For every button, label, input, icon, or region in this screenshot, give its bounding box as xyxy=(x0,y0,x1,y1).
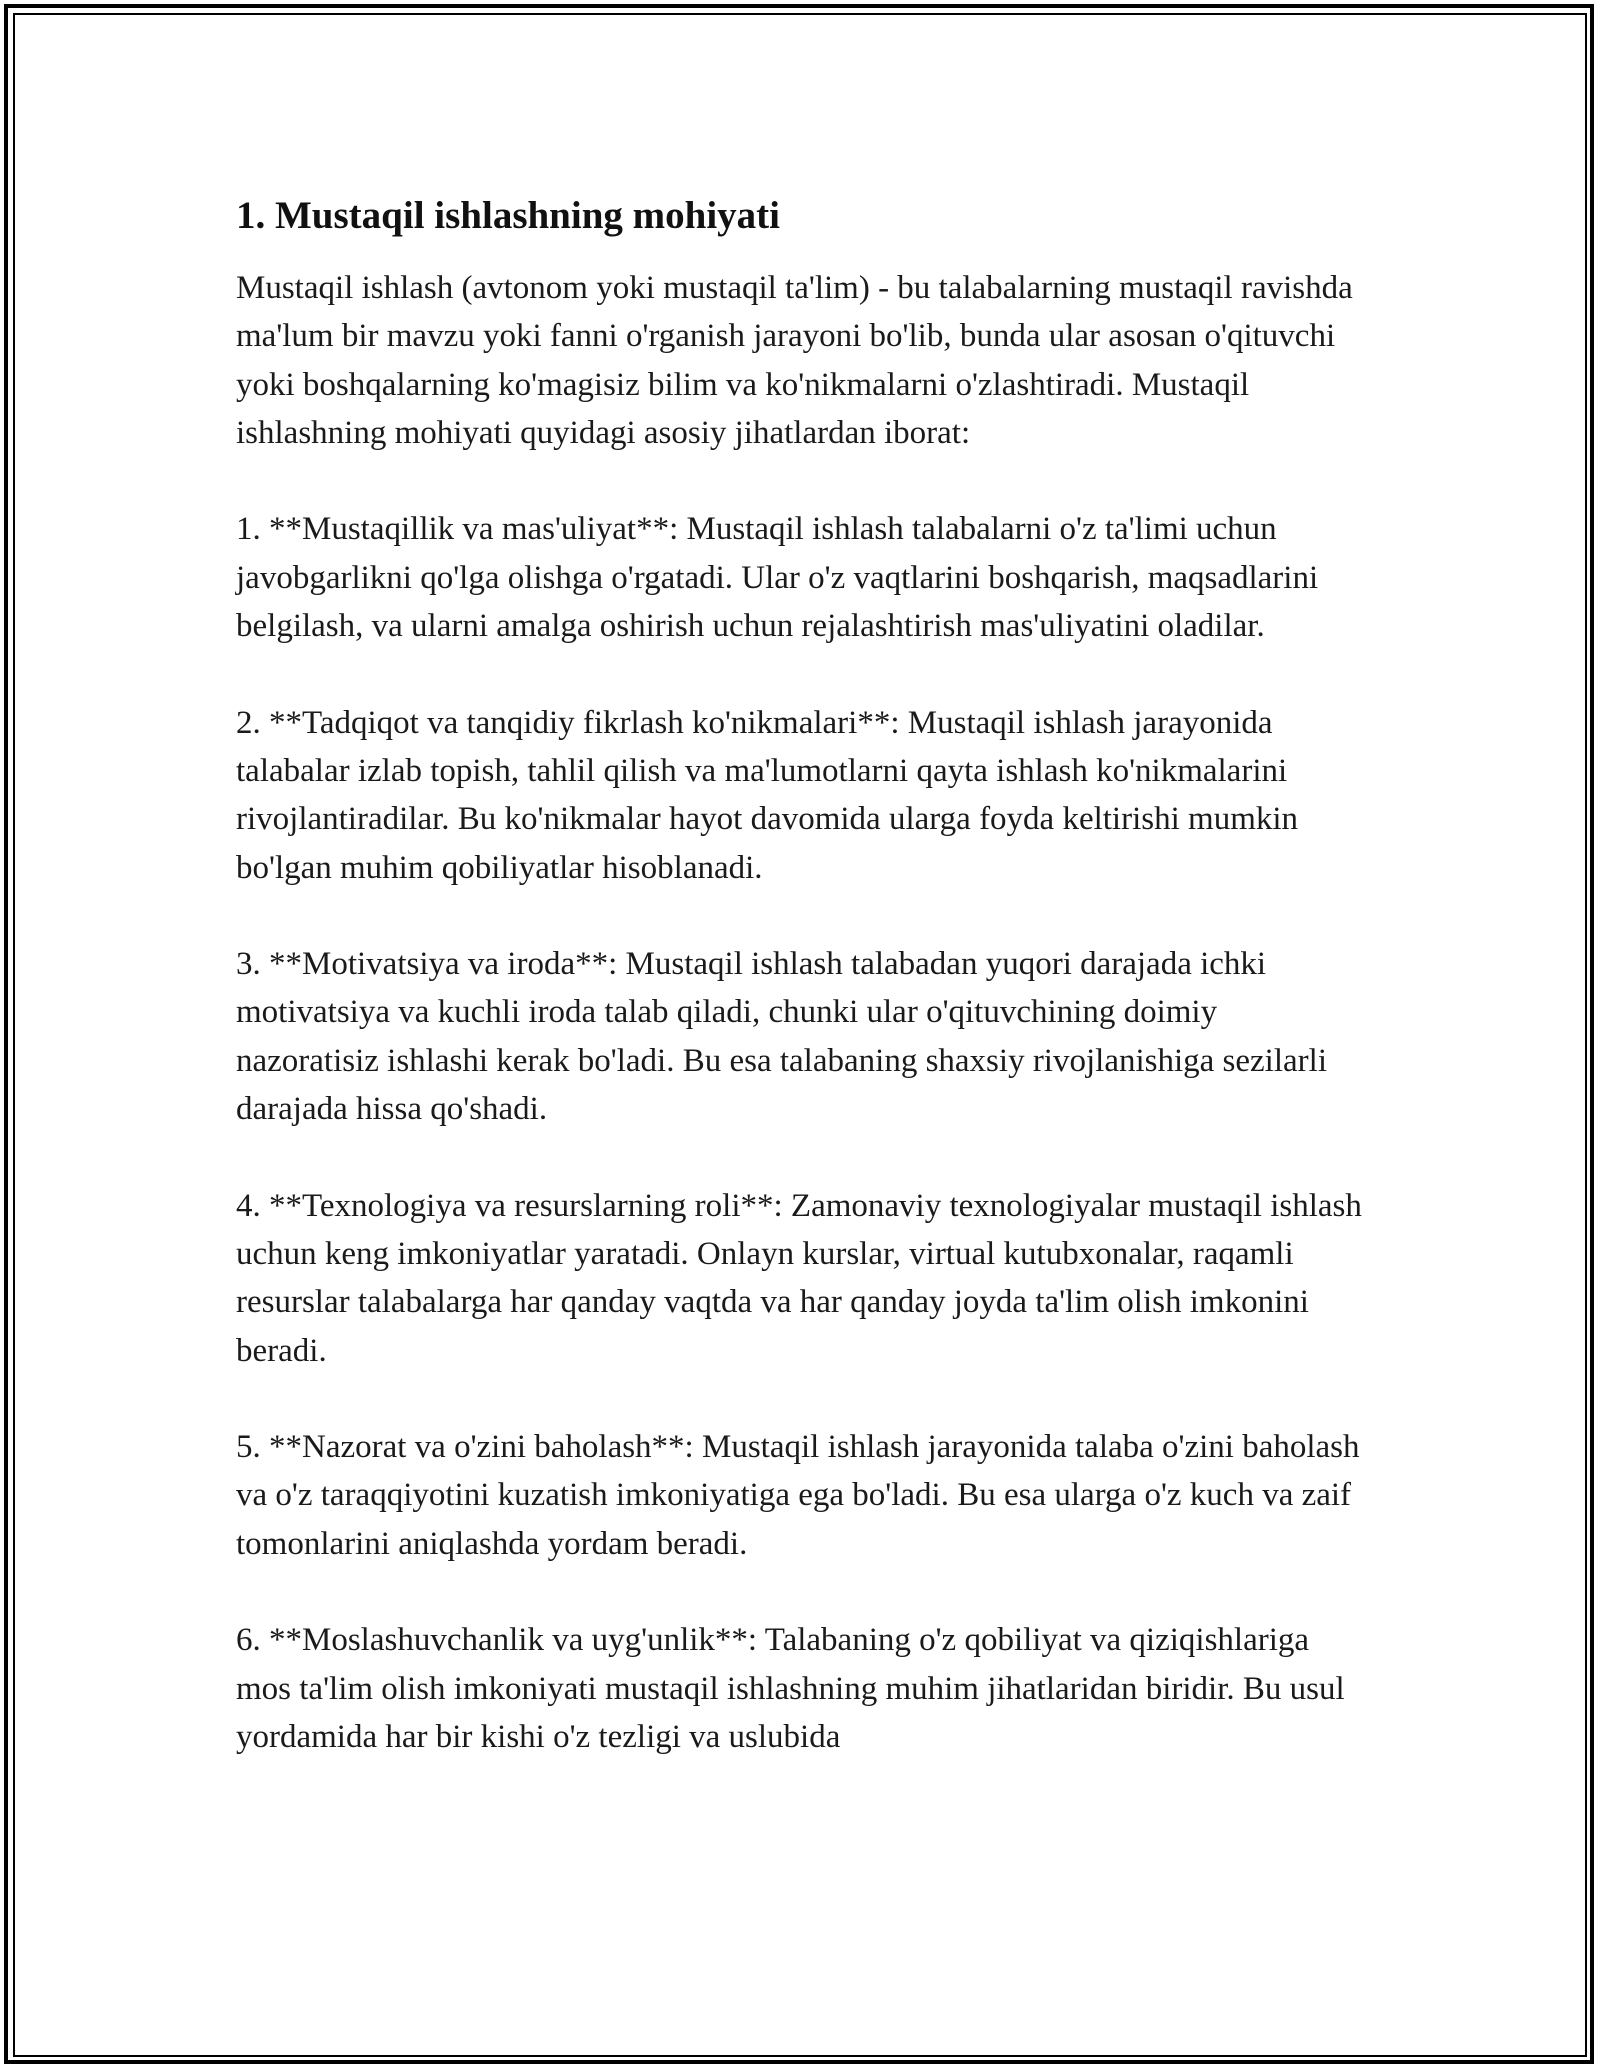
list-item-4: 4. **Texnologiya va resurslarning roli**: Zamonaviy texnologiyalar mustaqil ishlash uchun keng imkoniyatlar yaratadi. Onlayn kurslar, virtual kutubxonalar, raqamli resurslar talabalarga har qanday vaqtda va har qanday joyda ta'lim olish imkonini beradi. xyxy=(236,1187,1362,1369)
intro-paragraph: Mustaqil ishlash (avtonom yoki mustaqil ta'lim) - bu talabalarning mustaqil ravishda ma'lum bir mavzu yoki fanni o'rganish jarayoni bo'lib, bunda ular asosan o'qituvchi yoki boshqalarning ko'magisiz bilim va ko'nikmalarni o'zlashtiradi. Mustaqil ishlashning mohiyati quyidagi asosiy jihatlardan iborat: xyxy=(236,270,1353,451)
section-heading: 1. Mustaqil ishlashning mohiyati xyxy=(236,194,780,237)
list-item-3: 3. **Motivatsiya va iroda**: Mustaqil ishlash talabadan yuqori darajada ichki motivatsiya va kuchli iroda talab qiladi, chunki ular o'qituvchining doimiy nazoratisiz ishlashi kerak bo'ladi. Bu esa talabaning shaxsiy rivojlanishiga sezilarli darajada hissa qo'shadi. xyxy=(236,946,1327,1128)
list-item-5: 5. **Nazorat va o'zini baholash**: Mustaqil ishlash jarayonida talaba o'zini baholash va o'z taraqqiyotini kuzatish imkoniyatiga ega bo'ladi. Bu esa ularga o'z kuch va zaif tomonlarini aniqlashda yordam beradi. xyxy=(236,1429,1360,1562)
list-item-6: 6. **Moslashuvchanlik va uyg'unlik**: Talabaning o'z qobiliyat va qiziqishlariga mos ta'lim olish imkoniyati mustaqil ishlashning muhim jihatlaridan biridir. Bu usul yordamida har bir kishi o'z tezligi va uslubida xyxy=(236,1622,1345,1755)
document-body xyxy=(236,188,1366,1761)
list-item-2: 2. **Tadqiqot va tanqidiy fikrlash ko'nikmalari**: Mustaqil ishlash jarayonida talabalar izlab topish, tahlil qilish va ma'lumotlarni qayta ishlash ko'nikmalarini rivojlantiradilar. Bu ko'nikmalar hayot davomida ularga foyda keltirishi mumkin bo'lgan muhim qobiliyatlar hisoblanadi. xyxy=(236,704,1299,886)
list-item-1: 1. **Mustaqillik va mas'uliyat**: Mustaqil ishlash talabalarni o'z ta'limi uchun javobgarlikni qo'lga olishga o'rgatadi. Ular o'z vaqtlarini boshqarish, maqsadlarini belgilash, va ularni amalga oshirish uchun rejalashtirish mas'uliyatini oladilar. xyxy=(236,511,1319,645)
